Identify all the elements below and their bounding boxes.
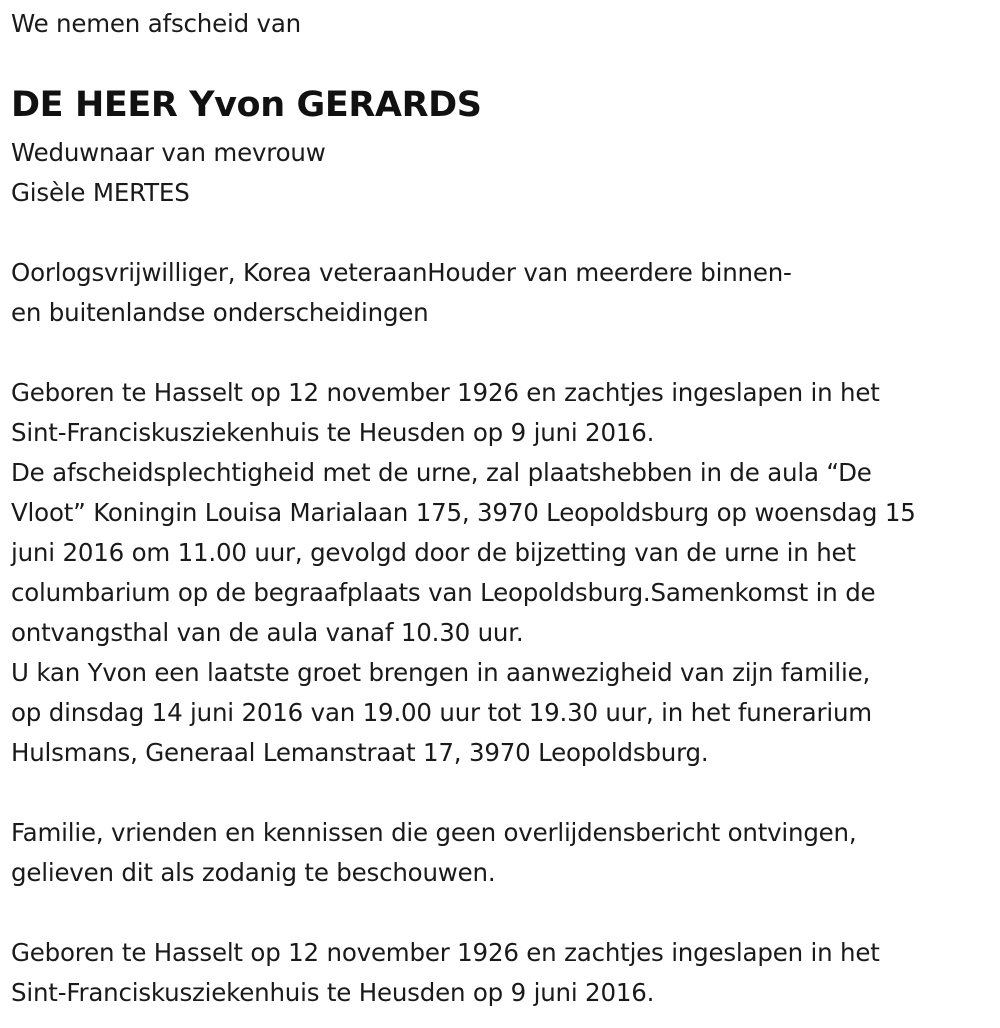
details-line: Vloot” Koningin Louisa Marialaan 175, 3970 Leopoldsburg op woensdag 15 <box>11 498 916 527</box>
titles-line: en buitenlandse onderscheidingen <box>11 298 429 327</box>
widow-line: Gisèle MERTES <box>11 178 190 207</box>
birth-death-repeat-block <box>11 933 880 1013</box>
titles-block <box>11 253 792 333</box>
details-line: U kan Yvon een laatste groet brengen in aanwezigheid van zijn familie, <box>11 658 871 687</box>
details-line: columbarium op de begraafplaats van Leopoldsburg.Samenkomst in de <box>11 578 876 607</box>
details-line: Hulsmans, Generaal Lemanstraat 17, 3970 Leopoldsburg. <box>11 738 709 767</box>
widow-line: Weduwnaar van mevrouw <box>11 138 326 167</box>
repeat-line: Sint-Franciskusziekenhuis te Heusden op 9 juni 2016. <box>11 978 655 1007</box>
widow-block <box>11 133 326 213</box>
family-note-line: gelieven dit als zodanig te beschouwen. <box>11 858 496 887</box>
titles-line: Oorlogsvrijwilliger, Korea veteraanHouder van meerdere binnen- <box>11 258 792 287</box>
repeat-line: Geboren te Hasselt op 12 november 1926 en zachtjes ingeslapen in het <box>11 938 880 967</box>
details-line: op dinsdag 14 juni 2016 van 19.00 uur tot 19.30 uur, in het funerarium <box>11 698 872 727</box>
details-line: Sint-Franciskusziekenhuis te Heusden op 9 juni 2016. <box>11 418 655 447</box>
details-line: Geboren te Hasselt op 12 november 1926 en zachtjes ingeslapen in het <box>11 378 880 407</box>
details-line: ontvangsthal van de aula vanaf 10.30 uur. <box>11 618 524 647</box>
family-note-block <box>11 813 856 893</box>
ceremony-details-block <box>11 373 916 773</box>
intro-text: We nemen afscheid van <box>11 9 301 38</box>
family-note-line: Familie, vrienden en kennissen die geen overlijdensbericht ontvingen, <box>11 818 857 847</box>
details-line: De afscheidsplechtigheid met de urne, zal plaatshebben in de aula “De <box>11 458 872 487</box>
details-line: juni 2016 om 11.00 uur, gevolgd door de bijzetting van de urne in het <box>11 538 856 567</box>
deceased-name: DE HEER Yvon GERARDS <box>11 85 482 125</box>
